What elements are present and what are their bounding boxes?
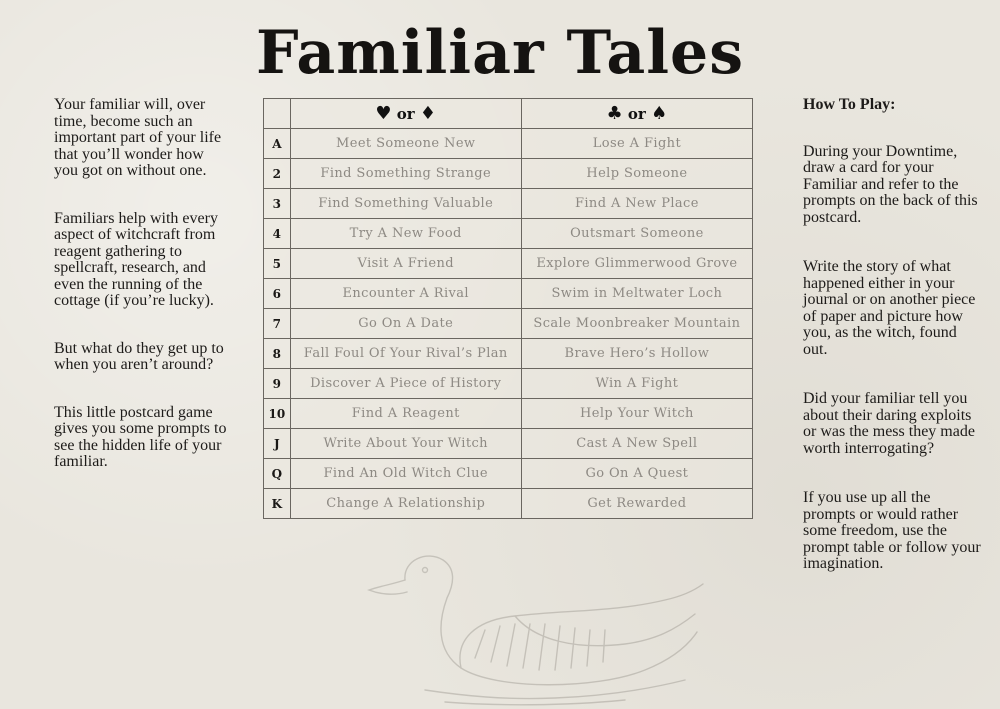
card-rank: 9 — [264, 369, 291, 399]
red-prompt: Go On A Date — [290, 309, 521, 339]
black-prompt: Swim in Meltwater Loch — [521, 279, 752, 309]
black-prompt: Help Someone — [521, 159, 752, 189]
black-prompt: Cast A New Spell — [521, 429, 752, 459]
table-row — [264, 489, 753, 519]
table-row — [264, 339, 753, 369]
red-prompt: Write About Your Witch — [290, 429, 521, 459]
spade-icon: ♠ — [651, 103, 668, 124]
black-prompt: Get Rewarded — [521, 489, 752, 519]
table-row — [264, 159, 753, 189]
table-row — [264, 219, 753, 249]
black-suits-header — [521, 99, 752, 129]
red-prompt: Discover A Piece of History — [290, 369, 521, 399]
card-rank: 8 — [264, 339, 291, 369]
red-prompt: Try A New Food — [290, 219, 521, 249]
card-rank: K — [264, 489, 291, 519]
instruction-paragraph: If you use up all the prompts or would rather some freedom, use the prompt table or follow your imagination. — [803, 489, 981, 572]
card-rank: 10 — [264, 399, 291, 429]
black-prompt: Lose A Fight — [521, 129, 752, 159]
table-row — [264, 189, 753, 219]
black-prompt: Brave Hero’s Hollow — [521, 339, 752, 369]
red-prompt: Find Something Valuable — [290, 189, 521, 219]
rank-header — [264, 99, 291, 129]
intro-paragraph: This little postcard game gives you some prompts to see the hidden life of your familiar. — [54, 403, 227, 470]
table-row — [264, 309, 753, 339]
table-row — [264, 429, 753, 459]
intro-column — [54, 97, 229, 502]
card-rank: 3 — [264, 189, 291, 219]
black-prompt: Outsmart Someone — [521, 219, 752, 249]
intro-paragraph: Your familiar will, over time, become such an important part of your life that you’ll wonder how you got on without one. — [54, 96, 222, 179]
table-row — [264, 249, 753, 279]
page-title: Familiar Tales — [256, 18, 744, 88]
red-prompt: Change A Relationship — [290, 489, 521, 519]
instruction-paragraph: During your Downtime, draw a card for your Familiar and refer to the prompts on the back of this postcard. — [803, 142, 978, 226]
or-label: or — [627, 105, 646, 123]
instruction-paragraph: Write the story of what happened either in your journal or on another piece of paper and picture how you, as the witch, found out. — [803, 258, 976, 358]
black-prompt: Scale Moonbreaker Mountain — [521, 309, 752, 339]
table-row — [264, 459, 753, 489]
table-header-row — [264, 99, 753, 129]
card-rank: Q — [264, 459, 291, 489]
duck-illustration — [365, 540, 705, 709]
red-prompt: Meet Someone New — [290, 129, 521, 159]
intro-paragraph: But what do they get up to when you aren’t around? — [54, 339, 224, 373]
how-to-play-column — [803, 97, 983, 606]
black-prompt: Win A Fight — [521, 369, 752, 399]
card-rank: 2 — [264, 159, 291, 189]
card-rank: 6 — [264, 279, 291, 309]
card-rank: J — [264, 429, 291, 459]
red-prompt: Find A Reagent — [290, 399, 521, 429]
how-to-play-heading: How To Play: — [803, 96, 896, 113]
heart-icon: ♥ — [375, 103, 392, 124]
card-rank: A — [264, 129, 291, 159]
card-rank: 5 — [264, 249, 291, 279]
table-row — [264, 129, 753, 159]
or-label: or — [396, 105, 415, 123]
club-icon: ♣ — [606, 103, 623, 124]
red-prompt: Visit A Friend — [290, 249, 521, 279]
black-prompt: Find A New Place — [521, 189, 752, 219]
card-rank: 7 — [264, 309, 291, 339]
black-prompt: Explore Glimmerwood Grove — [521, 249, 752, 279]
red-suits-header — [290, 99, 521, 129]
red-prompt: Find An Old Witch Clue — [290, 459, 521, 489]
intro-paragraph: Familiars help with every aspect of witchcraft from reagent gathering to spellcraft, research, and even the running of the cottage (if you’re lucky). — [54, 209, 218, 309]
card-rank: 4 — [264, 219, 291, 249]
red-prompt: Fall Foul Of Your Rival’s Plan — [290, 339, 521, 369]
table-row — [264, 369, 753, 399]
red-prompt: Encounter A Rival — [290, 279, 521, 309]
table-row — [264, 399, 753, 429]
instruction-paragraph: Did your familiar tell you about their daring exploits or was the mess they made worth interrogating? — [803, 390, 975, 457]
table-row — [264, 279, 753, 309]
black-prompt: Go On A Quest — [521, 459, 752, 489]
prompt-table — [263, 98, 753, 519]
diamond-icon: ♦ — [419, 103, 437, 124]
red-prompt: Find Something Strange — [290, 159, 521, 189]
black-prompt: Help Your Witch — [521, 399, 752, 429]
